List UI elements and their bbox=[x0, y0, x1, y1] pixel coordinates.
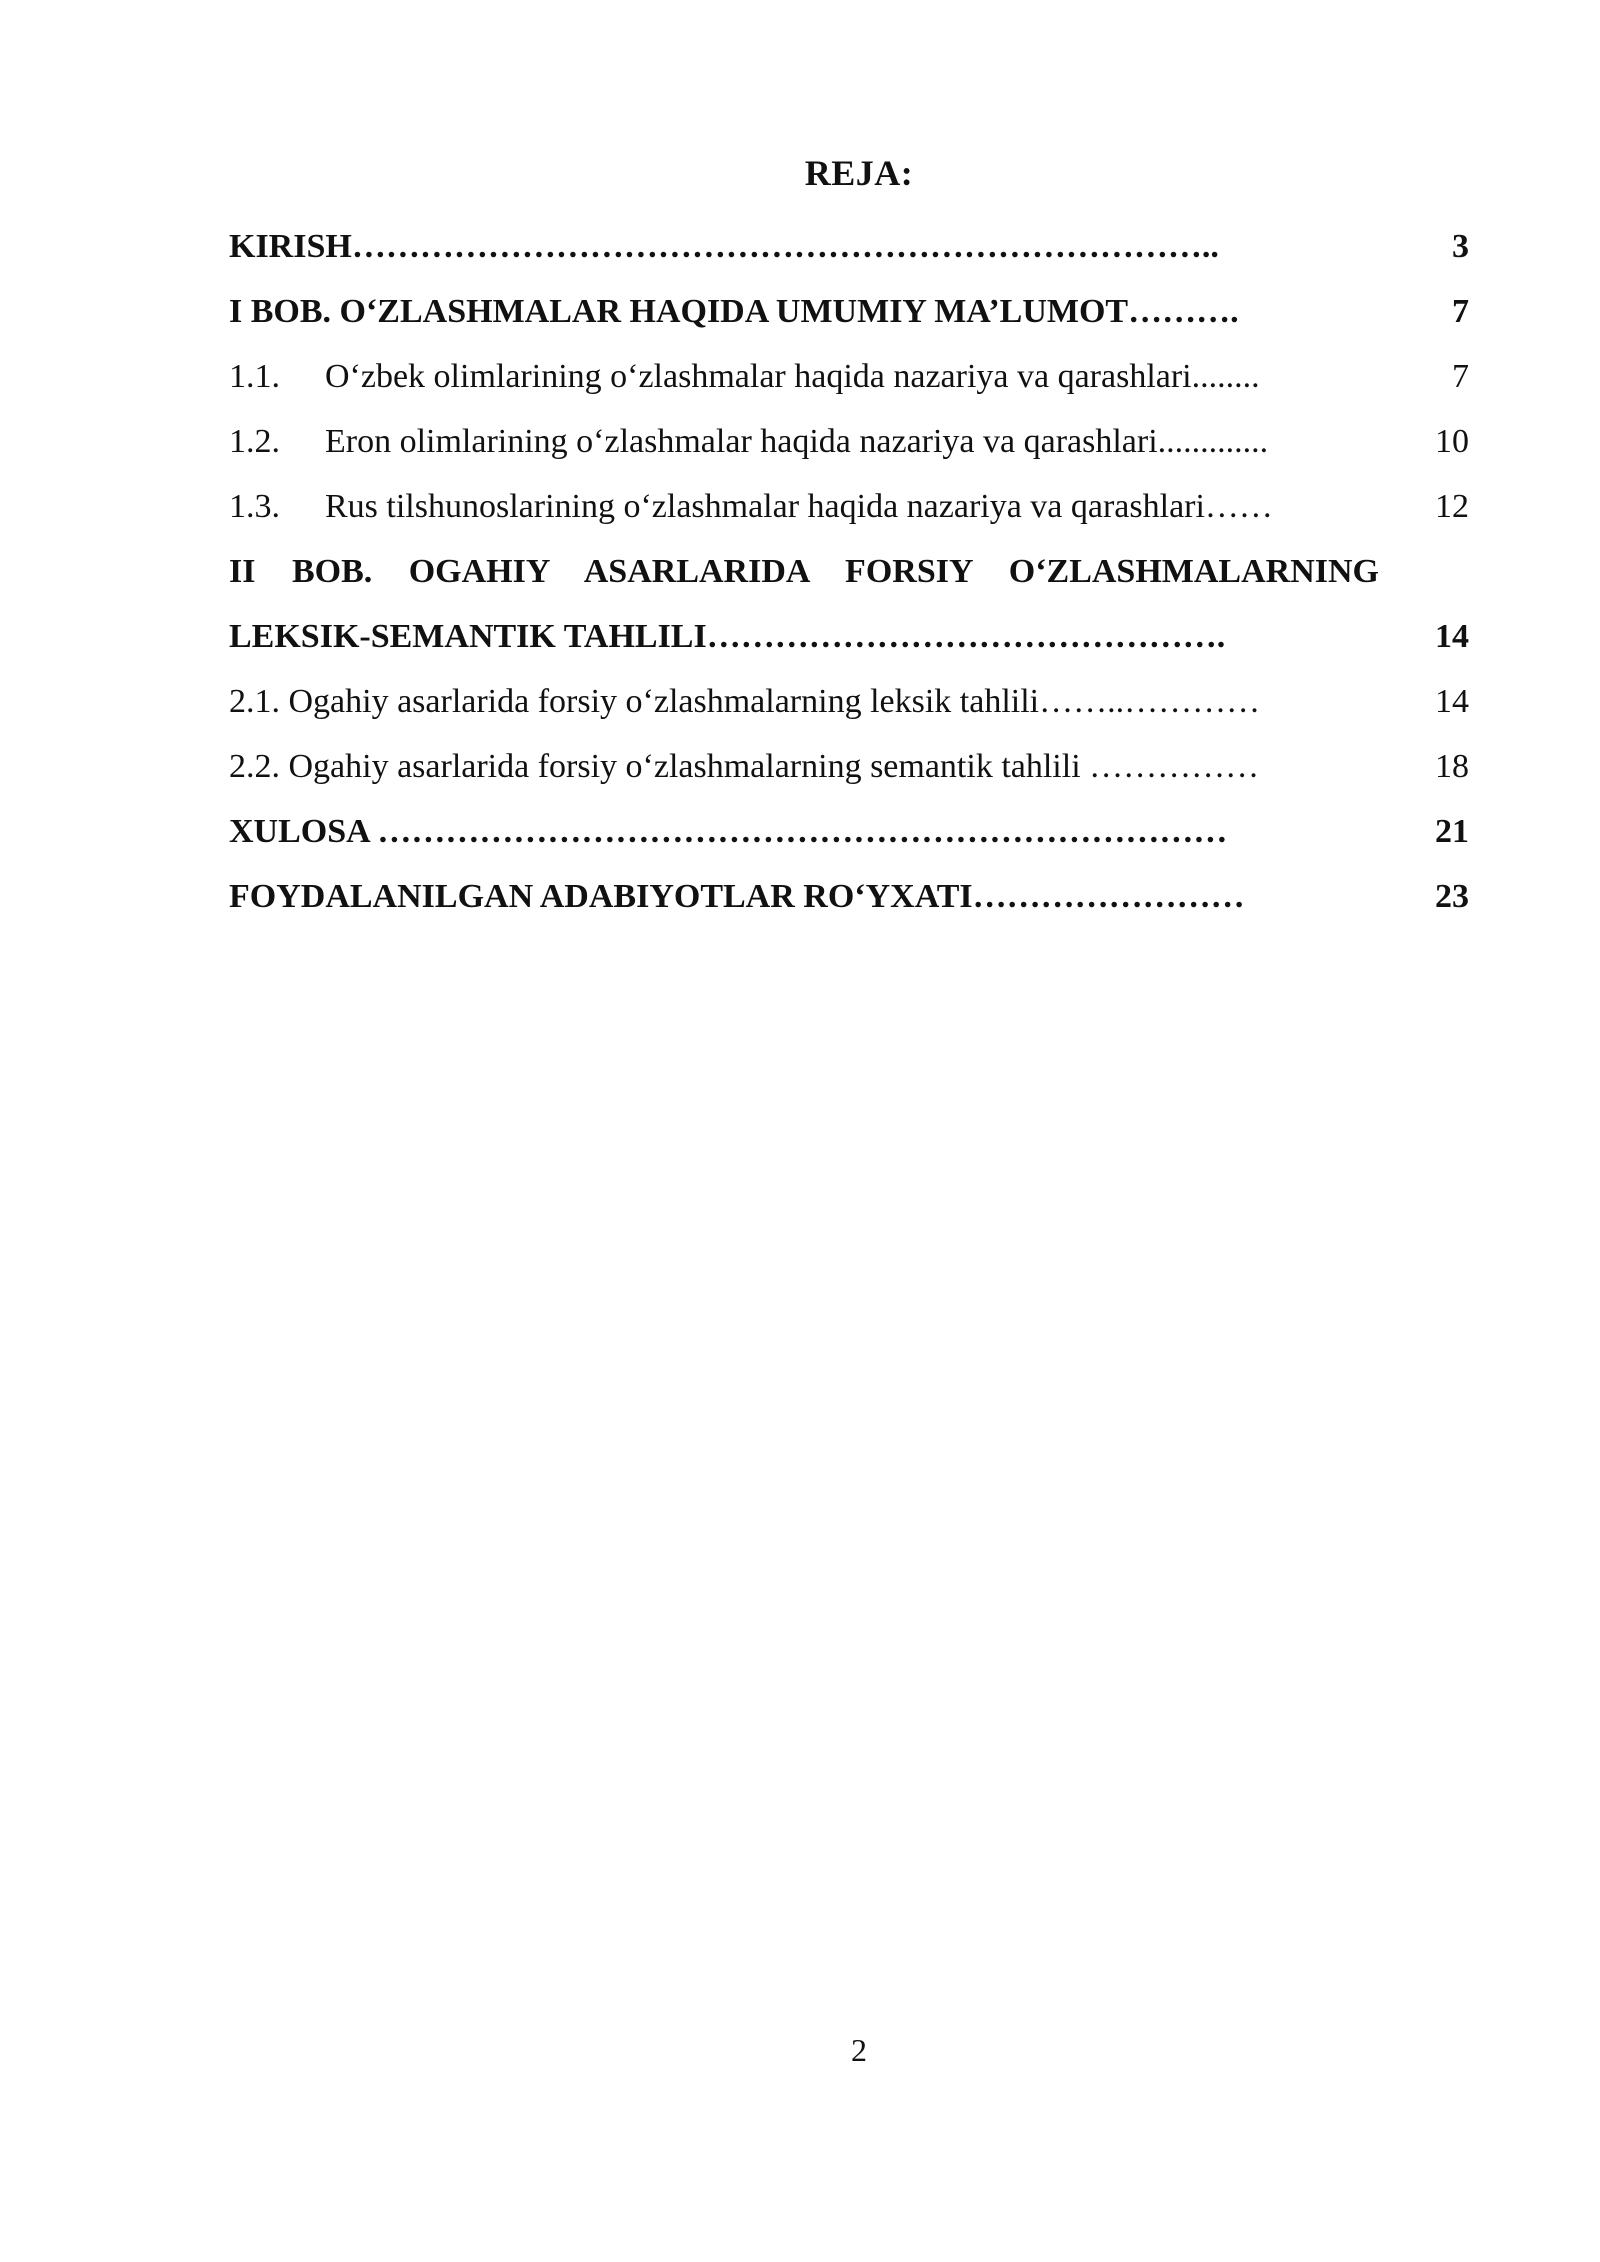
toc-entry-chapter-2-line-2[interactable] bbox=[229, 604, 1469, 669]
toc-entry-section-2-2[interactable] bbox=[229, 734, 1469, 799]
toc-entry-chapter-2-line-1[interactable] bbox=[229, 539, 1469, 604]
toc-entry-number: 1.3. bbox=[229, 488, 280, 525]
toc-entry-text: I BOB. O‘ZLASHMALAR HAQIDA UMUMIY MA’LUMOT………. bbox=[229, 293, 1239, 330]
toc-entry-section-2-1[interactable] bbox=[229, 669, 1469, 734]
toc-entry-page: 14 bbox=[1435, 683, 1469, 720]
toc-entry-chapter-1[interactable] bbox=[229, 279, 1469, 344]
toc-entry-text: 2.2. Ogahiy asarlarida forsiy o‘zlashmalarning semantik tahlili …………… bbox=[229, 748, 1260, 785]
toc-entry-xulosa[interactable] bbox=[229, 799, 1469, 864]
toc-entry-bibliography[interactable] bbox=[229, 864, 1469, 929]
toc-entry-text: O‘zbek olimlarining o‘zlashmalar haqida nazariya va qarashlari........ bbox=[325, 358, 1260, 395]
toc-entry-section-1-1[interactable] bbox=[229, 344, 1469, 409]
toc-entry-text: 2.1. Ogahiy asarlarida forsiy o‘zlashmalarning leksik tahlili……..………… bbox=[229, 683, 1261, 720]
toc-entry-page: 14 bbox=[1435, 618, 1469, 655]
toc-entry-number: 1.1. bbox=[229, 358, 280, 395]
toc-entry-page: 7 bbox=[1452, 358, 1469, 395]
toc-entry-text: LEKSIK-SEMANTIK TAHLILI………………………………………. bbox=[229, 618, 1226, 655]
toc-entry-text: II BOB. OGAHIY ASARLARIDA FORSIY O‘ZLASHMALARNING bbox=[229, 553, 1379, 590]
toc-entry-page: 18 bbox=[1435, 748, 1469, 785]
toc-entry-text: KIRISH………………………………………………………………….. bbox=[229, 228, 1219, 265]
toc-entry-page: 10 bbox=[1435, 423, 1469, 460]
toc-entry-page: 12 bbox=[1435, 488, 1469, 525]
toc-entry-section-1-2[interactable] bbox=[229, 409, 1469, 474]
toc-entry-kirish[interactable] bbox=[229, 214, 1469, 279]
toc-entry-text: Eron olimlarining o‘zlashmalar haqida nazariya va qarashlari............. bbox=[325, 423, 1269, 460]
toc-entry-page: 21 bbox=[1435, 813, 1469, 850]
toc-entry-text: Rus tilshunoslarining o‘zlashmalar haqida nazariya va qarashlari…… bbox=[325, 488, 1273, 525]
toc-entry-number: 1.2. bbox=[229, 423, 280, 460]
toc-entry-text: FOYDALANILGAN ADABIYOTLAR RO‘YXATI…………………… bbox=[229, 878, 1245, 915]
toc-entry-page: 7 bbox=[1452, 293, 1469, 330]
toc-entry-section-1-3[interactable] bbox=[229, 474, 1469, 539]
table-of-contents bbox=[229, 214, 1469, 929]
toc-title: REJA: bbox=[804, 153, 914, 193]
toc-entry-page: 23 bbox=[1435, 878, 1469, 915]
toc-entry-page: 3 bbox=[1452, 228, 1469, 265]
page-number: 2 bbox=[851, 2032, 867, 2068]
toc-entry-text: XULOSA ………………………………………………………………… bbox=[229, 813, 1228, 850]
